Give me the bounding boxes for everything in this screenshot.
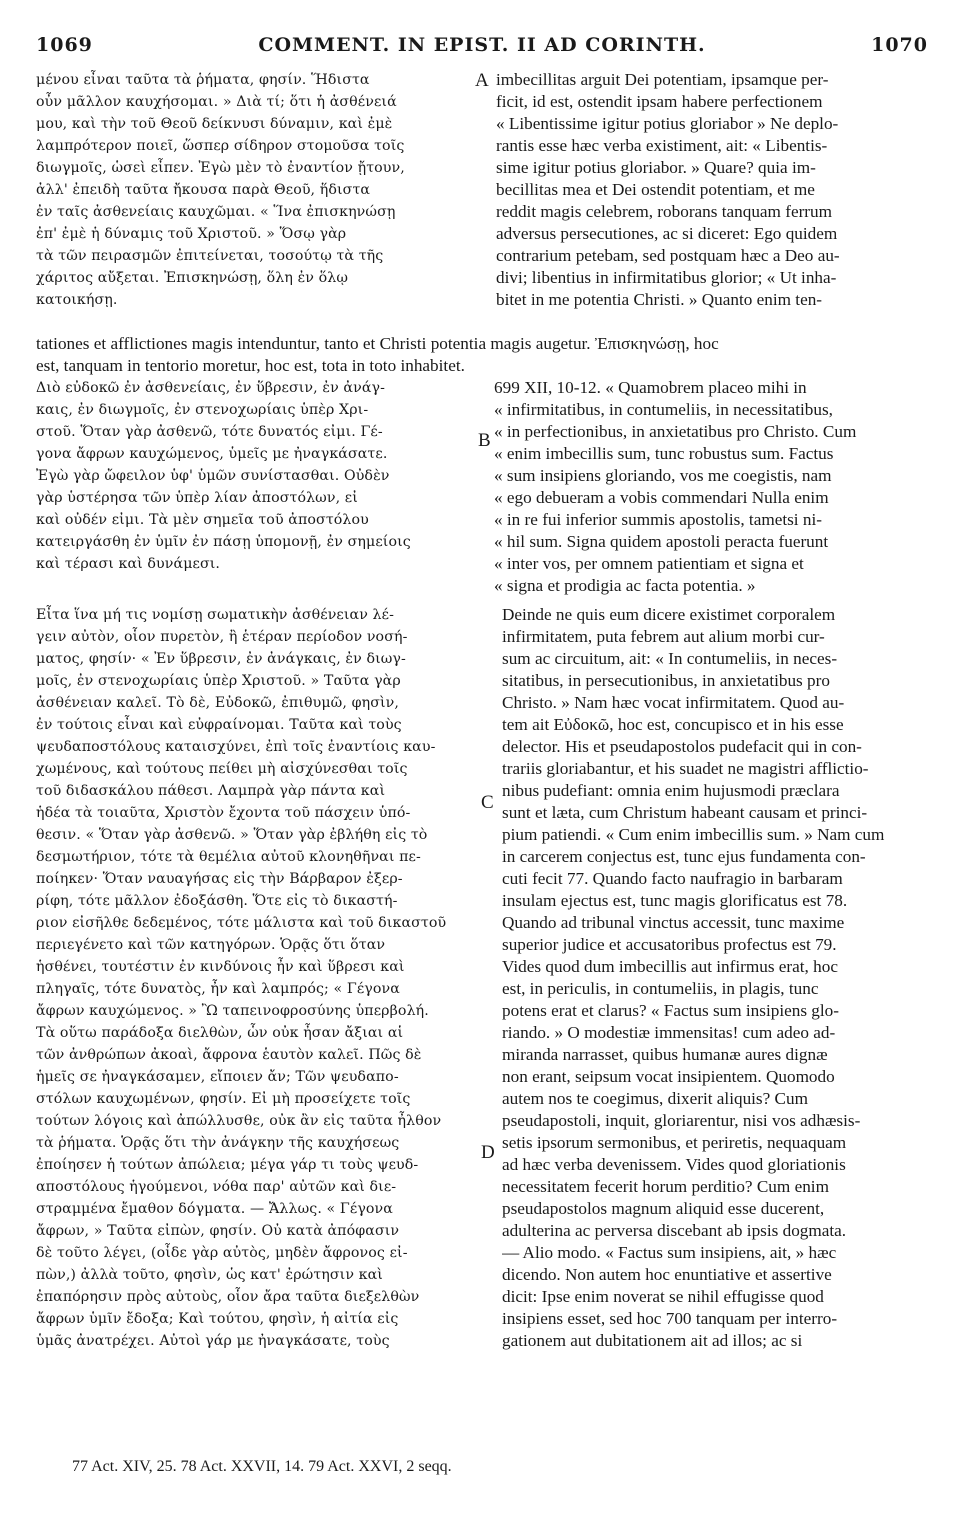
text-line: sime igitur potius gloriabor. » Quare? quia im- <box>496 158 816 177</box>
text-line: Τὰ οὕτω παράδοξα διελθὼν, ὧν οὐκ ἦσαν ἄξιαι αἱ <box>36 1025 404 1041</box>
text-line: χωμένους, καὶ τούτους πείθει μὴ αἰσχύνεσθαι τοῖς <box>36 761 408 777</box>
text-line: nibus pudefiant: omnia enim hujusmodi præclara <box>502 781 840 800</box>
text-line: ἐν τούτοις εἶναι καὶ εὐφραίνομαι. Ταῦτα καὶ τοὺς <box>36 717 402 733</box>
text-line: μοῖς, ἐν στενοχωρίαις ὑπὲρ Χριστοῦ. » Ταῦτα γὰρ <box>36 673 401 689</box>
text-line: γειν αὐτὸν, οἷον πυρετὸν, ἢ ἑτέραν περίοδον νοσή- <box>36 629 408 645</box>
section-marker-b: B <box>478 430 491 451</box>
text-line: ἀλλ' ἐπειδὴ ταῦτα ἤκουσα παρὰ Θεοῦ, ἥδιστα <box>36 182 371 198</box>
text-line: ficit, id est, ostendit ipsam habere perfectionem <box>496 92 823 111</box>
greek-column-3 <box>36 604 471 1352</box>
text-line: λαμπρότερον ποιεῖ, ὥσπερ σίδηρον στομοῦσα τοῖς <box>36 138 405 154</box>
text-line: divi; libentius in infirmitatibus glorior; « Ut inha- <box>496 268 837 287</box>
text-line: οὖν μᾶλλον καυχήσομαι. » Διὰ τί; ὅτι ἡ ἀσθένειά <box>36 94 397 110</box>
text-line: ἡσθένει, τουτέστιν ἐν κινδύνοις ἦν καὶ ὕβρεσι καὶ <box>36 959 405 975</box>
text-line: τὰ ῥήματα. Ὁρᾷς ὅτι τὴν ἀνάγκην τῆς καυχήσεως <box>36 1135 400 1151</box>
text-line: imbecillitas arguit Dei potentiam, ipsamque per- <box>496 70 829 89</box>
text-line: tationes et afflictiones magis intenduntur, tanto et Christi potentia magis augetur. Ἐπισκηνώσῃ, hoc <box>36 334 719 353</box>
text-line: γονα ἄφρων καυχώμενος, ὑμεῖς με ἠναγκάσατε. <box>36 446 388 462</box>
text-line: adulterina ac perversa discebant ab ipsis dogmata. <box>502 1221 847 1240</box>
latin-column-2 <box>494 377 934 597</box>
greek-column-1 <box>36 69 466 311</box>
text-line: τούτων λόγοις καὶ ἀπώλλυσθε, οὐκ ἂν εἰς ταῦτα ἦλθον <box>36 1113 442 1129</box>
text-line: τὰ τῶν πειρασμῶν ἐπιτείνεται, τοσούτῳ τὰ τῆς <box>36 248 384 264</box>
text-line: est, in periculis, in contumeliis, in plagis, tunc <box>502 979 819 998</box>
text-line: gationem aut dubitationem ait ad illos; ac si <box>502 1331 803 1350</box>
text-line: ψευδαποστόλους καταισχύνει, ἐπὶ τοῖς ἐναντίοις καυ- <box>36 739 436 755</box>
text-line: 699 XII, 10-12. « Quamobrem placeo mihi in <box>494 378 807 397</box>
text-line: ad hæc verba devenissem. Vides quod gloriationis <box>502 1155 846 1174</box>
text-line: dicendo. Non autem hoc enuntiative et assertive <box>502 1265 832 1284</box>
section-marker-c: C <box>481 792 494 813</box>
text-line: potens erat et clarus? « Factus sum insipiens glo- <box>502 1001 839 1020</box>
text-line: « ego debueram a vobis commendari Nulla enim <box>494 488 829 507</box>
text-line: sitatibus, in persecutionibus, in anxietatibus pro <box>502 671 830 690</box>
text-line: adversus persecutiones, ac si diceret: Ego quidem <box>496 224 838 243</box>
text-line: Εἶτα ἵνα μή τις νομίσῃ σωματικὴν ἀσθένειαν λέ- <box>36 607 394 623</box>
text-line: δεσμωτήριον, τότε τὰ θεμέλια αὐτοῦ κλονηθῆναι πε- <box>36 849 421 865</box>
text-line: pium patiendi. « Cum enim imbecillis sum. » Nam cum <box>502 825 885 844</box>
text-line: « in re fui inferior summis apostolis, tametsi ni- <box>494 510 822 529</box>
latin-column-3 <box>502 604 934 1352</box>
text-line: reddit magis celebrem, roborans tanquam ferrum <box>496 202 832 221</box>
text-line: est, tanquam in tentorio moretur, hoc est, tota in toto inhabitet. <box>36 356 465 375</box>
running-title: COMMENT. IN EPIST. II AD CORINTH. <box>258 34 706 56</box>
text-line: στόλων καυχωμένων, φησίν. Εἰ μὴ προσείχετε τοῖς <box>36 1091 411 1107</box>
text-line: ποίηκεν· Ὅταν ναυαγήσας εἰς τὴν Βάρβαρον ἐξερ- <box>36 871 403 887</box>
text-line: ἐπ' ἐμὲ ἡ δύναμις τοῦ Χριστοῦ. » Ὅσῳ γὰρ <box>36 226 347 242</box>
text-line: miranda narrasset, quibus humanæ aures dignæ <box>502 1045 828 1064</box>
text-line: pseudapostoli, inquit, gloriarentur, nisi vos adhæsis- <box>502 1111 861 1130</box>
section-marker-d: D <box>481 1142 495 1163</box>
text-line: ἄφρων ὑμῖν ἔδοξα; Καὶ τούτου, φησὶν, ἡ αἰτία εἰς <box>36 1311 399 1327</box>
text-line: κατειργάσθη ἐν ὑμῖν ἐν πάσῃ ὑπομονῇ, ἐν σημείοις <box>36 534 411 550</box>
text-line: infirmitatem, puta febrem aut alium morbi cur- <box>502 627 825 646</box>
text-line: — Alio modo. « Factus sum insipiens, ait, » hæc <box>502 1243 837 1262</box>
text-line: Quando ad tribunal vinctus accessit, tunc maxime <box>502 913 845 932</box>
text-line: rantis esse hæc verba existiment, ait: « Libentis- <box>496 136 828 155</box>
text-line: ἄφρων καυχώμενος. » Ὢ ταπεινοφροσύνης ὑπερβολή. <box>36 1003 429 1019</box>
text-line: περιεγένετο καὶ τῶν κατηγόρων. Ὁρᾷς ὅτι ὅταν <box>36 937 386 953</box>
text-line: « Libentissime igitur potius gloriabor » Ne deplo- <box>496 114 839 133</box>
text-line: δὲ τοῦτο λέγει, (οἶδε γὰρ αὐτὸς, μηδὲν ἄφρονος εἰ- <box>36 1245 408 1261</box>
text-line: διωγμοῖς, ὡσεὶ εἶπεν. Ἐγὼ μὲν τὸ ἐναντίον ᾔτουν, <box>36 160 405 176</box>
text-line: ἄφρων, » Ταῦτα εἰπὼν, φησίν. Οὐ κατὰ ἀπόφασιν <box>36 1223 400 1239</box>
text-line: ἡμεῖς σε ἠναγκάσαμεν, εἴποιεν ἄν; Τῶν ψευδαπο- <box>36 1069 399 1085</box>
text-line: ἐπαπόρησιν πρὸς αὐτοὺς, οἷον ἄρα ταῦτα διεξελθὼν <box>36 1289 420 1305</box>
text-line: Ἐγὼ γὰρ ὤφειλον ὑφ' ὑμῶν συνίστασθαι. Οὐδὲν <box>36 468 390 484</box>
text-line: riando. » O modestiæ immensitas! cum adeo ad- <box>502 1023 836 1042</box>
text-line: ὑμᾶς ἀνατρέχει. Αὐτοὶ γάρ με ἠναγκάσατε, τοὺς <box>36 1333 390 1349</box>
full-width-text <box>36 333 936 377</box>
text-line: πὼν,) ἀλλὰ τοῦτο, φησὶν, ὡς κατ' ἐρώτησιν καὶ <box>36 1267 383 1283</box>
text-line: ἡδέα τὰ τοιαῦτα, Χριστὸν ἔχοντα τοῦ πάσχειν ὑπό- <box>36 805 411 821</box>
text-line: « in perfectionibus, in anxietatibus pro Christo. Cum <box>494 422 857 441</box>
text-line: « sum insipiens gloriando, vos me coegistis, nam <box>494 466 832 485</box>
section-marker-a: A <box>475 70 489 91</box>
text-line: autem nos te coegimus, dixerit aliquis? Cum <box>502 1089 808 1108</box>
text-line: Deinde ne quis eum dicere existimet corporalem <box>502 605 836 624</box>
text-line: στραμμένα ἔμαθον δόγματα. — Ἄλλως. « Γέγονα <box>36 1201 393 1217</box>
text-line: αποστόλους ἡγούμενοι, νόθα παρ' αὐτῶν καὶ διε- <box>36 1179 397 1195</box>
text-line: ἐν ταῖς ἀσθενείαις καυχῶμαι. « Ἵνα ἐπισκηνώσῃ <box>36 204 396 220</box>
text-line: delector. His et pseudapostolos pudefacit qui in con- <box>502 737 862 756</box>
text-line: καὶ τέρασι καὶ δυνάμεσι. <box>36 556 221 572</box>
text-line: « inter vos, per omnem patientiam et signa et <box>494 554 804 573</box>
text-line: cuti fecit 77. Quando facto naufragio in barbaram <box>502 869 843 888</box>
text-line: setis ipsorum sermonibus, et periretis, nequaquam <box>502 1133 847 1152</box>
text-line: γὰρ ὑστέρησα τῶν ὑπὲρ λίαν ἀποστόλων, εἰ <box>36 490 358 506</box>
page-number-left: 1069 <box>36 34 93 56</box>
text-line: θεσιν. « Ὅταν γὰρ ἀσθενῶ. » Ὅταν γὰρ ἐβλήθη εἰς τὸ <box>36 827 428 843</box>
text-line: ματος, φησίν· « Ἐν ὕβρεσιν, ἐν ἀνάγκαις, ἐν διωγ- <box>36 651 406 667</box>
text-line: καις, ἐν διωγμοῖς, ἐν στενοχωρίαις ὑπὲρ Χρι- <box>36 402 369 418</box>
text-line: χάριτος αὔξεται. Ἐπισκηνώσῃ, ὅλη ἐν ὅλῳ <box>36 270 349 286</box>
text-line: in carcerem conjectus est, tunc ejus fundamenta con- <box>502 847 866 866</box>
text-line: Christo. » Nam hæc vocat infirmitatem. Quod au- <box>502 693 845 712</box>
text-line: « enim imbecillis sum, tunc robustus sum. Factus <box>494 444 834 463</box>
text-line: « infirmitatibus, in contumeliis, in necessitatibus, <box>494 400 833 419</box>
greek-column-2 <box>36 377 481 575</box>
footnote: 77 Act. XIV, 25. 78 Act. XXVII, 14. 79 Act. XXVI, 2 seqq. <box>72 1458 452 1475</box>
text-line: sum ac circuitum, ait: « In contumeliis, in neces- <box>502 649 838 668</box>
latin-column-1 <box>496 69 934 311</box>
page-number-right: 1070 <box>871 34 928 56</box>
text-line: pseudapostolos magnum aliquid esse ducerent, <box>502 1199 825 1218</box>
text-line: tem ait Εὐδοκῶ, hoc est, concupisco et in his esse <box>502 715 844 734</box>
text-line: trariis gloriabantur, et his suadet ne magistri afflictio- <box>502 759 869 778</box>
text-line: κατοικήσῃ. <box>36 292 118 308</box>
text-line: non erant, seipsum vocat insipientem. Quomodo <box>502 1067 835 1086</box>
text-line: sunt et læta, cum Christum habeant causam et princi- <box>502 803 868 822</box>
text-line: necessitatem fecerit horum perditio? Cum enim <box>502 1177 829 1196</box>
text-line: πληγαῖς, τότε δυνατὸς, ἦν καὶ λαμπρός; « Γέγονα <box>36 981 400 997</box>
text-line: ἐποίησεν ἡ τούτων ἀπώλεια; μέγα γάρ τι τοὺς ψευδ- <box>36 1157 419 1173</box>
text-line: Vides quod dum imbecillis aut infirmus erat, hoc <box>502 957 838 976</box>
text-line: μένου εἶναι ταῦτα τὰ ῥήματα, φησίν. Ἥδιστα <box>36 72 370 88</box>
text-line: στοῦ. Ὅταν γὰρ ἀσθενῶ, τότε δυνατός εἰμι. Γέ- <box>36 424 383 440</box>
text-line: « signa et prodigia ac facta potentia. » <box>494 576 756 595</box>
text-line: becillitas mea et Dei ostendit potentiam, et me <box>496 180 815 199</box>
page-header <box>36 34 928 60</box>
text-line: insulam ejectus est, tunc magis glorificatus est 78. <box>502 891 848 910</box>
text-line: καὶ οὐδέν εἰμι. Τὰ μὲν σημεῖα τοῦ ἀποστόλου <box>36 512 369 528</box>
text-line: contrarium petebam, sed postquam hæc a Deo au- <box>496 246 840 265</box>
text-line: Διὸ εὐδοκῶ ἐν ἀσθενείαις, ἐν ὕβρεσιν, ἐν ἀνάγ- <box>36 380 385 396</box>
text-line: ἀσθένειαν καλεῖ. Τὸ δὲ, Εὐδοκῶ, ἐπιθυμῶ, φησὶν, <box>36 695 399 711</box>
text-line: « hil sum. Signa quidem apostoli peracta fuerunt <box>494 532 829 551</box>
text-line: superior judice et accusatoribus profectus est 79. <box>502 935 837 954</box>
text-line: ρίφη, τότε μᾶλλον ἐδοξάσθη. Ὅτε εἰς τὸ δικαστή- <box>36 893 398 909</box>
text-line: ριον εἰσῆλθε δεδεμένος, τότε μάλιστα καὶ τοῦ δικαστοῦ <box>36 915 447 931</box>
text-line: τοῦ διδασκάλου πάθεσι. Λαμπρὰ γὰρ πάντα καὶ <box>36 783 386 799</box>
text-line: μου, καὶ τὴν τοῦ Θεοῦ δείκνυσι δύναμιν, καὶ ἐμὲ <box>36 116 393 132</box>
text-line: τῶν ἀνθρώπων ἀκοαὶ, ἄφρονα ἑαυτὸν καλεῖ. Πῶς δὲ <box>36 1047 422 1063</box>
text-line: dicit: Ipse enim noverat se nihil effugisse quod <box>502 1287 824 1306</box>
text-line: bitet in me potentia Christi. » Quanto enim ten- <box>496 290 823 309</box>
text-line: insipiens esset, sed hoc 700 tanquam per interro- <box>502 1309 838 1328</box>
